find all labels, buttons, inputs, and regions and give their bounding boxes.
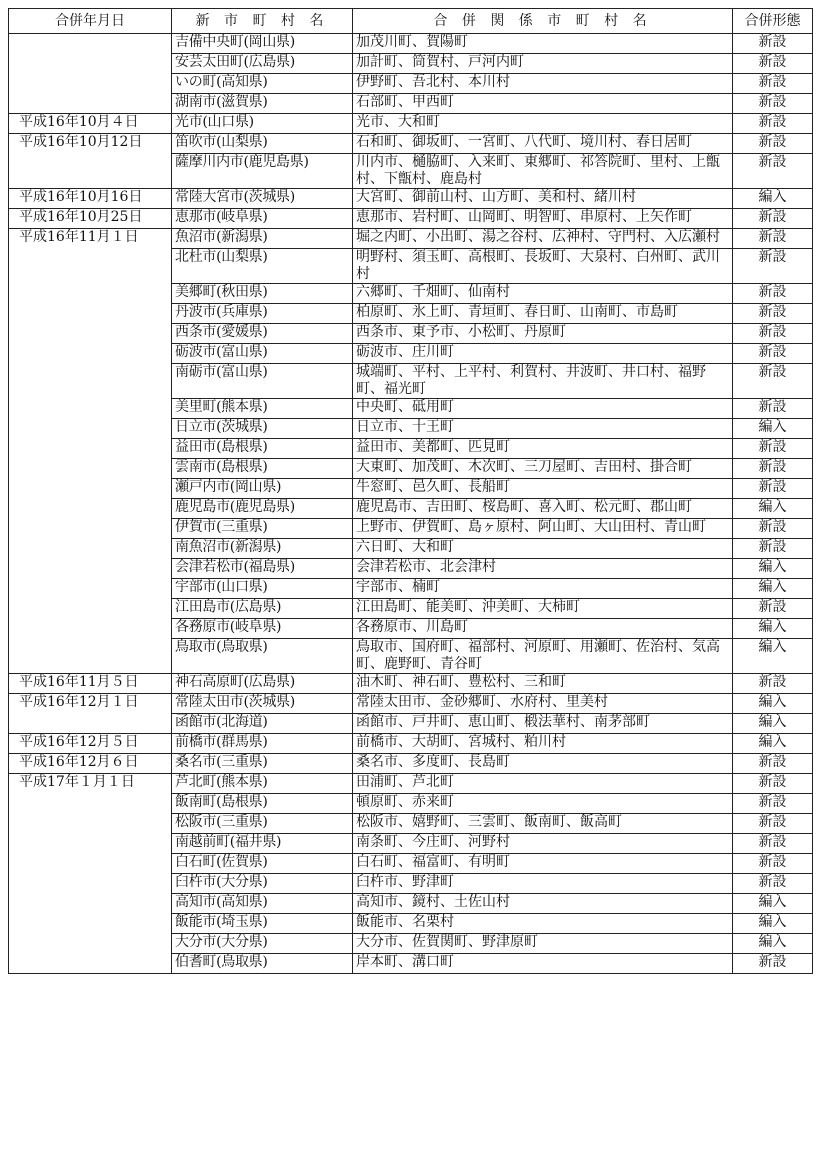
new-municipality-cell: 安芸太田町(広島県) [172,54,353,74]
date-cell: 平成16年10月16日 [9,189,172,209]
related-municipalities-cell: 堀之内町、小出町、湯之谷村、広神村、守門村、入広瀬村 [353,229,733,249]
related-municipalities-cell: 加茂川町、賀陽町 [353,34,733,54]
merger-type-cell: 新設 [733,304,813,324]
date-cell [9,154,172,189]
related-municipalities-cell: 上野市、伊賀町、島ヶ原村、阿山町、大山田村、青山町 [353,519,733,539]
new-municipality-cell: 南越前町(福井県) [172,834,353,854]
new-municipality-cell: 光市(山口県) [172,114,353,134]
date-cell [9,439,172,459]
merger-type-cell: 新設 [733,154,813,189]
table-row [9,439,813,459]
date-cell [9,249,172,284]
date-cell [9,834,172,854]
date-cell [9,519,172,539]
table-row [9,814,813,834]
related-municipalities-cell: 油木町、神石町、豊松村、三和町 [353,674,733,694]
new-municipality-cell: 函館市(北海道) [172,714,353,734]
new-municipality-cell: 伯耆町(鳥取県) [172,954,353,974]
table-row [9,284,813,304]
table-row [9,714,813,734]
related-municipalities-cell: 飯能市、名栗村 [353,914,733,934]
new-municipality-cell: 南魚沼市(新潟県) [172,539,353,559]
related-municipalities-cell: 益田市、美都町、匹見町 [353,439,733,459]
table-row [9,189,813,209]
merger-type-cell: 新設 [733,34,813,54]
header-related: 合 併 関 係 市 町 村 名 [353,9,733,34]
related-municipalities-cell: 鹿児島市、吉田町、桜島町、喜入町、松元町、郡山町 [353,499,733,519]
merger-type-cell: 新設 [733,324,813,344]
related-municipalities-cell: 大東町、加茂町、木次町、三刀屋町、吉田村、掛合町 [353,459,733,479]
merger-type-cell: 新設 [733,854,813,874]
date-cell [9,284,172,304]
related-municipalities-cell: 西条市、東予市、小松町、丹原町 [353,324,733,344]
new-municipality-cell: いの町(高知県) [172,74,353,94]
merger-table [8,8,813,974]
related-municipalities-cell: 石和町、御坂町、一宮町、八代町、境川村、春日居町 [353,134,733,154]
merger-type-cell: 編入 [733,619,813,639]
merger-type-cell: 新設 [733,459,813,479]
table-row [9,419,813,439]
new-municipality-cell: 伊賀市(三重県) [172,519,353,539]
header-new-name: 新 市 町 村 名 [172,9,353,34]
date-cell: 平成17年１月１日 [9,774,172,794]
date-cell [9,874,172,894]
merger-type-cell: 新設 [733,834,813,854]
table-row [9,499,813,519]
related-municipalities-cell: 鳥取市、国府町、福部村、河原町、用瀬町、佐治村、気高町、鹿野町、青谷町 [353,639,733,674]
date-cell [9,914,172,934]
date-cell [9,814,172,834]
merger-type-cell: 新設 [733,229,813,249]
new-municipality-cell: 神石高原町(広島県) [172,674,353,694]
related-municipalities-cell: 江田島町、能美町、沖美町、大柿町 [353,599,733,619]
new-municipality-cell: 西条市(愛媛県) [172,324,353,344]
table-row [9,539,813,559]
new-municipality-cell: 瀬戸内市(岡山県) [172,479,353,499]
date-cell: 平成16年11月１日 [9,229,172,249]
new-municipality-cell: 湖南市(滋賀県) [172,94,353,114]
related-municipalities-cell: 六郷町、千畑町、仙南村 [353,284,733,304]
table-row [9,579,813,599]
date-cell [9,854,172,874]
new-municipality-cell: 大分市(大分県) [172,934,353,954]
merger-type-cell: 新設 [733,754,813,774]
new-municipality-cell: 常陸大宮市(茨城県) [172,189,353,209]
related-municipalities-cell: 前橋市、大胡町、宮城村、粕川村 [353,734,733,754]
related-municipalities-cell: 南条町、今庄町、河野村 [353,834,733,854]
merger-type-cell: 新設 [733,249,813,284]
table-row [9,249,813,284]
related-municipalities-cell: 城端町、平村、上平村、利賀村、井波町、井口村、福野町、福光町 [353,364,733,399]
related-municipalities-cell: 牛窓町、邑久町、長船町 [353,479,733,499]
table-row [9,134,813,154]
new-municipality-cell: 高知市(高知県) [172,894,353,914]
related-municipalities-cell: 桑名市、多度町、長島町 [353,754,733,774]
date-cell [9,399,172,419]
related-municipalities-cell: 砺波市、庄川町 [353,344,733,364]
merger-type-cell: 編入 [733,694,813,714]
table-row [9,599,813,619]
related-municipalities-cell: 中央町、砥用町 [353,399,733,419]
date-cell [9,34,172,54]
related-municipalities-cell: 日立市、十王町 [353,419,733,439]
table-row [9,854,813,874]
date-cell [9,479,172,499]
date-cell [9,639,172,674]
header-date: 合併年月日 [9,9,172,34]
table-row [9,54,813,74]
merger-type-cell: 編入 [733,714,813,734]
merger-type-cell: 編入 [733,894,813,914]
merger-type-cell: 新設 [733,114,813,134]
merger-type-cell: 新設 [733,439,813,459]
new-municipality-cell: 美里町(熊本県) [172,399,353,419]
table-row [9,344,813,364]
new-municipality-cell: 芦北町(熊本県) [172,774,353,794]
merger-type-cell: 新設 [733,874,813,894]
related-municipalities-cell: 伊野町、吾北村、本川村 [353,74,733,94]
date-cell [9,499,172,519]
date-cell [9,714,172,734]
new-municipality-cell: 松阪市(三重県) [172,814,353,834]
new-municipality-cell: 恵那市(岐阜県) [172,209,353,229]
date-cell: 平成16年10月12日 [9,134,172,154]
date-cell [9,539,172,559]
date-cell: 平成16年11月５日 [9,674,172,694]
related-municipalities-cell: 常陸太田市、金砂郷町、水府村、里美村 [353,694,733,714]
related-municipalities-cell: 柏原町、氷上町、青垣町、春日町、山南町、市島町 [353,304,733,324]
table-row [9,114,813,134]
new-municipality-cell: 南砺市(富山県) [172,364,353,399]
merger-type-cell: 新設 [733,54,813,74]
new-municipality-cell: 鳥取市(鳥取県) [172,639,353,674]
table-row [9,934,813,954]
related-municipalities-cell: 加計町、筒賀村、戸河内町 [353,54,733,74]
date-cell [9,419,172,439]
related-municipalities-cell: 恵那市、岩村町、山岡町、明智町、串原村、上矢作町 [353,209,733,229]
merger-type-cell: 新設 [733,814,813,834]
merger-type-cell: 新設 [733,209,813,229]
date-cell: 平成16年12月６日 [9,754,172,774]
merger-type-cell: 新設 [733,479,813,499]
related-municipalities-cell: 大分市、佐賀関町、野津原町 [353,934,733,954]
related-municipalities-cell: 石部町、甲西町 [353,94,733,114]
merger-table-page [8,8,812,974]
table-row [9,794,813,814]
related-municipalities-cell: 岸本町、溝口町 [353,954,733,974]
merger-type-cell: 編入 [733,914,813,934]
new-municipality-cell: 宇部市(山口県) [172,579,353,599]
merger-type-cell: 編入 [733,499,813,519]
date-cell [9,559,172,579]
related-municipalities-cell: 松阪市、嬉野町、三雲町、飯南町、飯高町 [353,814,733,834]
date-cell [9,459,172,479]
merger-type-cell: 編入 [733,559,813,579]
related-municipalities-cell: 白石町、福富町、有明町 [353,854,733,874]
table-row [9,304,813,324]
date-cell [9,364,172,399]
merger-type-cell: 新設 [733,94,813,114]
table-row [9,619,813,639]
new-municipality-cell: 前橋市(群馬県) [172,734,353,754]
new-municipality-cell: 白石町(佐賀県) [172,854,353,874]
merger-type-cell: 編入 [733,579,813,599]
table-header-row [9,9,813,34]
related-municipalities-cell: 高知市、鏡村、土佐山村 [353,894,733,914]
table-row [9,94,813,114]
merger-type-cell: 編入 [733,934,813,954]
related-municipalities-cell: 明野村、須玉町、高根町、長坂町、大泉村、白州町、武川村 [353,249,733,284]
new-municipality-cell: 江田島市(広島県) [172,599,353,619]
date-cell [9,54,172,74]
table-row [9,954,813,974]
table-row [9,324,813,344]
table-body [9,34,813,974]
merger-type-cell: 編入 [733,639,813,674]
new-municipality-cell: 会津若松市(福島県) [172,559,353,579]
date-cell [9,579,172,599]
table-row [9,399,813,419]
merger-type-cell: 編入 [733,419,813,439]
merger-type-cell: 新設 [733,74,813,94]
merger-type-cell: 新設 [733,364,813,399]
related-municipalities-cell: 会津若松市、北会津村 [353,559,733,579]
date-cell [9,304,172,324]
merger-type-cell: 編入 [733,189,813,209]
table-row [9,74,813,94]
date-cell [9,954,172,974]
merger-type-cell: 新設 [733,344,813,364]
date-cell: 平成16年12月５日 [9,734,172,754]
new-municipality-cell: 笛吹市(山梨県) [172,134,353,154]
date-cell [9,74,172,94]
date-cell [9,324,172,344]
related-municipalities-cell: 田浦町、芦北町 [353,774,733,794]
new-municipality-cell: 常陸太田市(茨城県) [172,694,353,714]
date-cell: 平成16年10月25日 [9,209,172,229]
merger-type-cell: 新設 [733,954,813,974]
new-municipality-cell: 桑名市(三重県) [172,754,353,774]
merger-type-cell: 新設 [733,794,813,814]
date-cell [9,894,172,914]
table-row [9,639,813,674]
new-municipality-cell: 北杜市(山梨県) [172,249,353,284]
date-cell [9,619,172,639]
table-row [9,774,813,794]
table-row [9,834,813,854]
new-municipality-cell: 美郷町(秋田県) [172,284,353,304]
date-cell [9,794,172,814]
new-municipality-cell: 鹿児島市(鹿児島県) [172,499,353,519]
related-municipalities-cell: 光市、大和町 [353,114,733,134]
header-type: 合併形態 [733,9,813,34]
merger-type-cell: 新設 [733,599,813,619]
table-row [9,154,813,189]
new-municipality-cell: 吉備中央町(岡山県) [172,34,353,54]
table-row [9,754,813,774]
new-municipality-cell: 日立市(茨城県) [172,419,353,439]
date-cell: 平成16年10月４日 [9,114,172,134]
related-municipalities-cell: 頓原町、赤来町 [353,794,733,814]
table-row [9,734,813,754]
date-cell [9,599,172,619]
date-cell [9,934,172,954]
table-row [9,519,813,539]
related-municipalities-cell: 川内市、樋脇町、入来町、東郷町、祁答院町、里村、上甑村、下甑村、鹿島村 [353,154,733,189]
table-row [9,479,813,499]
table-row [9,674,813,694]
new-municipality-cell: 薩摩川内市(鹿児島県) [172,154,353,189]
related-municipalities-cell: 六日町、大和町 [353,539,733,559]
related-municipalities-cell: 各務原市、川島町 [353,619,733,639]
new-municipality-cell: 砺波市(富山県) [172,344,353,364]
merger-type-cell: 新設 [733,674,813,694]
merger-type-cell: 新設 [733,774,813,794]
new-municipality-cell: 魚沼市(新潟県) [172,229,353,249]
table-row [9,209,813,229]
date-cell [9,94,172,114]
table-row [9,894,813,914]
date-cell [9,344,172,364]
table-row [9,559,813,579]
merger-type-cell: 新設 [733,134,813,154]
table-row [9,914,813,934]
table-row [9,34,813,54]
new-municipality-cell: 各務原市(岐阜県) [172,619,353,639]
new-municipality-cell: 飯南町(島根県) [172,794,353,814]
table-row [9,229,813,249]
related-municipalities-cell: 大宮町、御前山村、山方町、美和村、緒川村 [353,189,733,209]
table-row [9,459,813,479]
new-municipality-cell: 丹波市(兵庫県) [172,304,353,324]
merger-type-cell: 編入 [733,734,813,754]
table-row [9,874,813,894]
new-municipality-cell: 雲南市(島根県) [172,459,353,479]
new-municipality-cell: 臼杵市(大分県) [172,874,353,894]
table-row [9,694,813,714]
merger-type-cell: 新設 [733,519,813,539]
table-row [9,364,813,399]
new-municipality-cell: 益田市(島根県) [172,439,353,459]
related-municipalities-cell: 宇部市、楠町 [353,579,733,599]
new-municipality-cell: 飯能市(埼玉県) [172,914,353,934]
merger-type-cell: 新設 [733,539,813,559]
merger-type-cell: 新設 [733,284,813,304]
merger-type-cell: 新設 [733,399,813,419]
related-municipalities-cell: 臼杵市、野津町 [353,874,733,894]
date-cell: 平成16年12月１日 [9,694,172,714]
related-municipalities-cell: 函館市、戸井町、恵山町、椴法華村、南茅部町 [353,714,733,734]
